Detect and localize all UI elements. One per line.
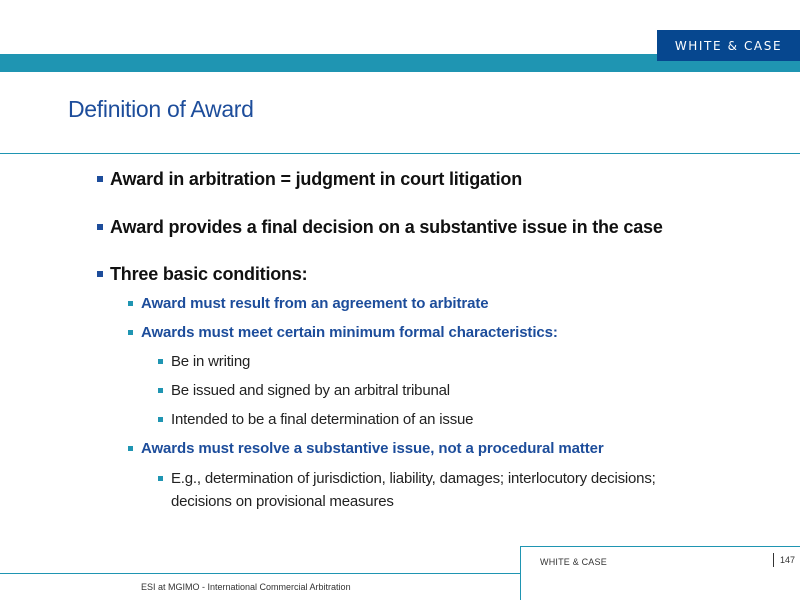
square-bullet-icon — [97, 224, 103, 230]
bullet-text: Three basic conditions: — [110, 264, 308, 284]
subbullet-text: Awards must resolve a substantive issue, not a procedural matter — [141, 440, 604, 457]
bullet-text: Award provides a final decision on a substantive issue in the case — [110, 217, 663, 237]
footer-course-title: ESI at MGIMO - International Commercial Arbitration — [141, 582, 351, 592]
square-bullet-icon — [158, 417, 163, 422]
footer-separator — [773, 553, 774, 567]
square-bullet-icon — [158, 359, 163, 364]
subsubbullet-text-line1: E.g., determination of jurisdiction, liability, damages; interlocutory decisions; — [171, 470, 656, 487]
square-bullet-icon — [128, 301, 133, 306]
page-number: 147 — [780, 555, 796, 565]
bullet-text: Award in arbitration = judgment in court litigation — [110, 169, 522, 189]
subsubbullet-text-line2: decisions on provisional measures — [171, 493, 394, 510]
square-bullet-icon — [158, 388, 163, 393]
subsubbullet-text: Be in writing — [171, 353, 251, 370]
footer-brand: WHITE & CASE — [540, 557, 607, 567]
square-bullet-icon — [97, 176, 103, 182]
square-bullet-icon — [128, 330, 133, 335]
subbullet-text: Awards must meet certain minimum formal characteristics: — [141, 324, 558, 341]
title-divider — [0, 153, 800, 154]
company-logo — [657, 30, 800, 61]
subbullet-text: Award must result from an agreement to arbitrate — [141, 295, 489, 312]
square-bullet-icon — [97, 271, 103, 277]
square-bullet-icon — [128, 446, 133, 451]
square-bullet-icon — [158, 476, 163, 481]
subsubbullet-text: Intended to be a final determination of an issue — [171, 411, 474, 428]
slide-title: Definition of Award — [68, 96, 254, 122]
subsubbullet-text: Be issued and signed by an arbitral tribunal — [171, 382, 450, 399]
logo-text: WHITE & CASE — [674, 38, 783, 53]
